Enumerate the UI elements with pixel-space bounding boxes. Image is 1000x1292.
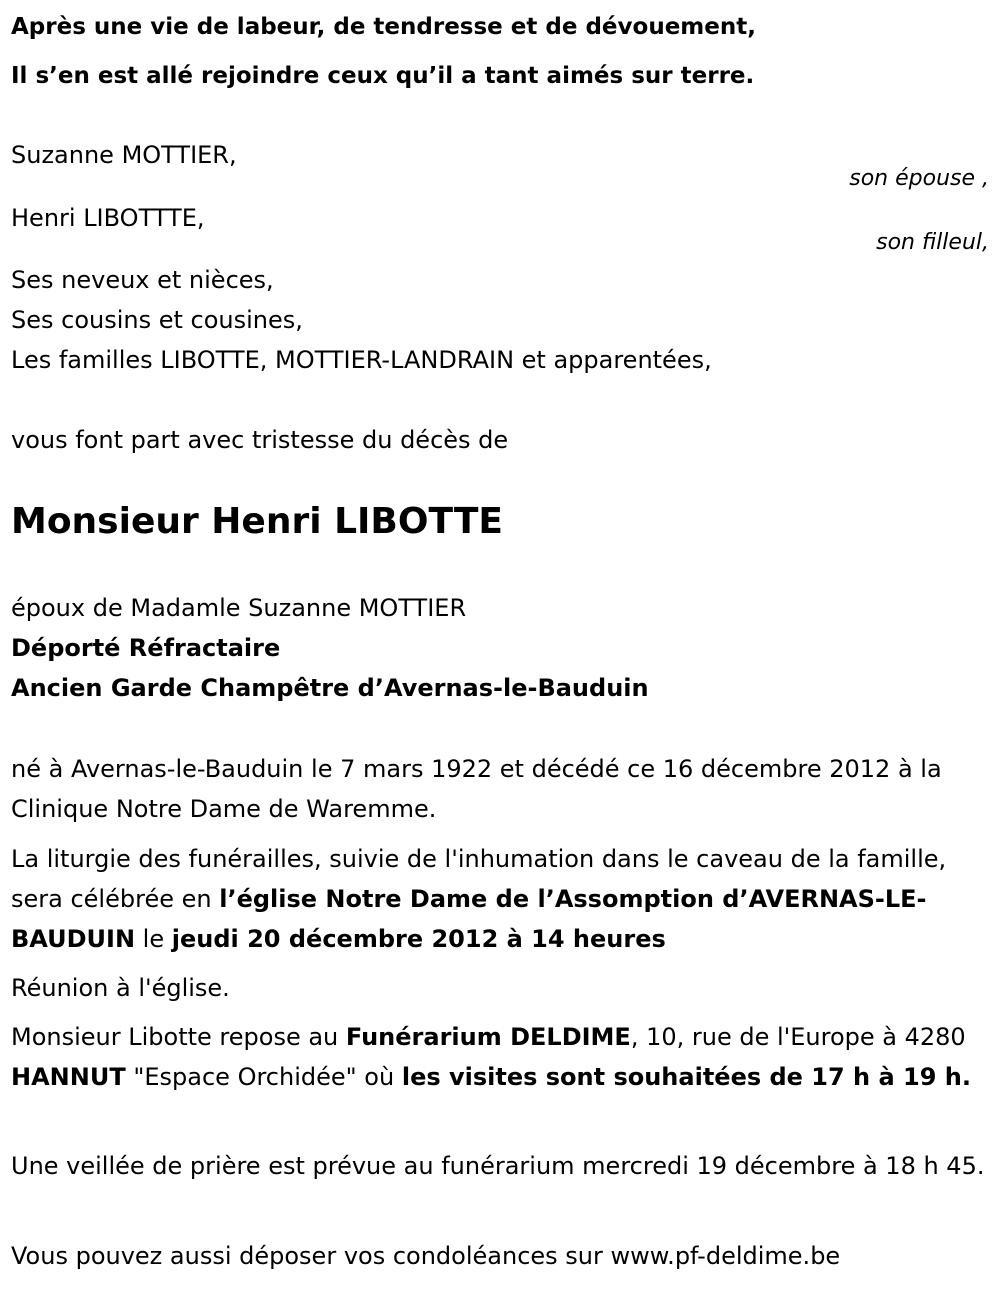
family-member-name: Henri LIBOTTTE, [11, 204, 205, 232]
title-line: Ancien Garde Champêtre d’Avernas-le-Bauduin [11, 674, 649, 702]
relatives-line: Ses cousins et cousines, [11, 306, 303, 334]
vigil-paragraph: Une veillée de prière est prévue au funérarium mercredi 19 décembre à 18 h 45. [11, 1152, 985, 1180]
liturgy-place: l’église Notre Dame de l’Assomption d’AVERNAS-LE-BAUDUIN [11, 885, 927, 953]
liturgy-datetime: jeudi 20 décembre 2012 à 14 heures [171, 925, 666, 953]
condolences-text: Vous pouvez aussi déposer vos condoléances sur [11, 1242, 611, 1270]
visit-text: Monsieur Libotte repose au [11, 1023, 346, 1051]
announcement: vous font part avec tristesse du décès de [11, 426, 509, 454]
birth-death-paragraph: né à Avernas-le-Bauduin le 7 mars 1922 et décédé ce 16 décembre 2012 à la Clinique Notre Dame de Waremme. [11, 755, 942, 823]
visit-text: "Espace Orchidée" où [125, 1063, 402, 1091]
intro-line-1: Après une vie de labeur, de tendresse et de dévouement, [11, 14, 756, 40]
liturgy-paragraph [11, 839, 986, 959]
funeral-home: Funérarium DELDIME [345, 1023, 631, 1051]
intro-line-2: Il s’en est allé rejoindre ceux qu’il a tant aimés sur terre. [11, 63, 755, 89]
spouse-line: époux de Madamle Suzanne MOTTIER [11, 594, 467, 622]
city: HANNUT [11, 1063, 126, 1091]
visit-paragraph [11, 1017, 986, 1097]
liturgy-text: La liturgie des funérailles, suivie de l'inhumation dans le caveau de la famille, sera célébrée en [11, 845, 947, 913]
family-member-relation: son épouse , [849, 166, 989, 191]
deceased-name: Monsieur Henri LIBOTTE [11, 501, 503, 542]
family-member-relation: son filleul, [876, 230, 989, 255]
meeting-paragraph: Réunion à l'église. [11, 974, 230, 1002]
liturgy-text: le [135, 925, 172, 953]
visit-text: , 10, rue de l'Europe à 4280 [630, 1023, 966, 1051]
relatives-line: Ses neveux et nièces, [11, 266, 274, 294]
visit-hours: les visites sont souhaitées de 17 h à 19 h. [401, 1063, 971, 1091]
relatives-line: Les familles LIBOTTE, MOTTIER-LANDRAIN et apparentées, [11, 346, 712, 374]
title-line: Déporté Réfractaire [11, 634, 281, 662]
family-member-name: Suzanne MOTTIER, [11, 141, 237, 169]
condolences-paragraph [11, 1236, 986, 1276]
website-link[interactable]: www.pf-deldime.be [610, 1242, 841, 1270]
